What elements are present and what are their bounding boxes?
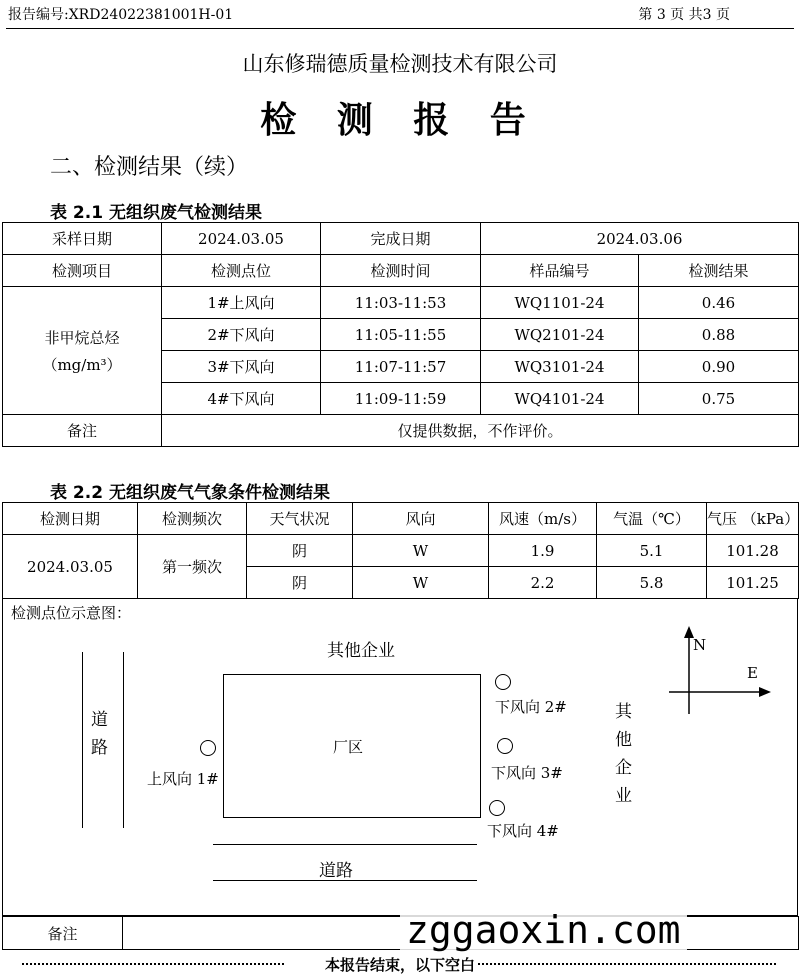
time-cell: 11:05-11:55 xyxy=(321,319,481,351)
left-road-line xyxy=(82,652,83,828)
pressure-cell: 101.28 xyxy=(707,535,799,567)
north-label: N xyxy=(693,636,707,654)
page-number: 第 3 页 共3 页 xyxy=(638,7,730,23)
diagram-label: 检测点位示意图： xyxy=(11,604,132,622)
point-cell: 2#下风向 xyxy=(162,319,321,351)
left-road-label: 道路 xyxy=(91,710,108,758)
complete-date-label: 完成日期 xyxy=(321,223,481,255)
table1-header: 检测结果 xyxy=(639,255,799,287)
table2 xyxy=(2,502,799,599)
table2-header: 风速（m/s） xyxy=(489,503,597,535)
temp-cell: 5.1 xyxy=(597,535,707,567)
remark2-label: 备注 xyxy=(3,917,123,950)
table1 xyxy=(2,222,799,447)
section-title: 二、检测结果（续） xyxy=(50,155,249,180)
point-cell: 3#下风向 xyxy=(162,351,321,383)
table2-header: 气压 （kPa） xyxy=(707,503,799,535)
wind-dir-cell: W xyxy=(353,567,489,599)
point-1-marker xyxy=(200,740,216,756)
report-number: 报告编号:XRD24022381001H-01 xyxy=(8,7,234,23)
result-cell: 0.88 xyxy=(639,319,799,351)
wind-speed-cell: 1.9 xyxy=(489,535,597,567)
temp-cell: 5.8 xyxy=(597,567,707,599)
point-cell: 4#下风向 xyxy=(162,383,321,415)
bottom-road-line xyxy=(213,844,477,845)
point-4-label: 下风向 4# xyxy=(487,822,559,840)
table-row xyxy=(3,287,799,319)
table2-header: 气温（℃） xyxy=(597,503,707,535)
item-name: 非甲烷总烃 xyxy=(44,328,120,347)
time-cell: 11:03-11:53 xyxy=(321,287,481,319)
table2-caption: 表 2.2 无组织废气气象条件检测结果 xyxy=(50,483,330,503)
table1-header: 检测点位 xyxy=(162,255,321,287)
time-cell: 11:07-11:57 xyxy=(321,351,481,383)
table-row xyxy=(3,535,799,567)
east-label: E xyxy=(747,664,758,682)
result-cell: 0.46 xyxy=(639,287,799,319)
sample-date-label: 采样日期 xyxy=(3,223,162,255)
table1-header: 样品编号 xyxy=(481,255,639,287)
remark-label: 备注 xyxy=(3,415,162,447)
watermark: zggaoxin.com xyxy=(400,908,687,952)
factory-label: 厂区 xyxy=(333,738,364,756)
point-4-marker xyxy=(489,800,505,816)
weather-cell: 阴 xyxy=(247,567,353,599)
header-divider xyxy=(6,28,794,29)
point-2-marker xyxy=(495,674,511,690)
weather-freq: 第一频次 xyxy=(138,535,247,599)
result-cell: 0.90 xyxy=(639,351,799,383)
point-1-label: 上风向 1# xyxy=(147,770,219,788)
sample-cell: WQ4101-24 xyxy=(481,383,639,415)
wind-speed-cell: 2.2 xyxy=(489,567,597,599)
table2-header: 检测频次 xyxy=(138,503,247,535)
sample-cell: WQ2101-24 xyxy=(481,319,639,351)
point-2-label: 下风向 2# xyxy=(495,698,567,716)
table1-caption: 表 2.1 无组织废气检测结果 xyxy=(50,203,262,223)
table2-header: 天气状况 xyxy=(247,503,353,535)
complete-date: 2024.03.06 xyxy=(481,223,799,255)
remark-text: 仅提供数据，不作评价。 xyxy=(162,415,799,447)
table2-header: 风向 xyxy=(353,503,489,535)
table1-header: 检测时间 xyxy=(321,255,481,287)
weather-cell: 阴 xyxy=(247,535,353,567)
table1-header: 检测项目 xyxy=(3,255,162,287)
pressure-cell: 101.25 xyxy=(707,567,799,599)
sample-cell: WQ1101-24 xyxy=(481,287,639,319)
report-title: 检 测 报 告 xyxy=(260,99,540,141)
item-unit: （mg/m³） xyxy=(42,355,122,374)
end-text: 本报告结束，以下空白 xyxy=(324,956,475,974)
table2-header: 检测日期 xyxy=(3,503,138,535)
point-3-marker xyxy=(497,738,513,754)
time-cell: 11:09-11:59 xyxy=(321,383,481,415)
sample-date: 2024.03.05 xyxy=(162,223,321,255)
item-cell xyxy=(3,287,162,415)
site-diagram xyxy=(2,598,798,916)
bottom-road-label: 道路 xyxy=(319,861,353,881)
point-3-label: 下风向 3# xyxy=(491,764,563,782)
sample-cell: WQ3101-24 xyxy=(481,351,639,383)
right-company-label: 其他企业 xyxy=(615,702,632,806)
company-name: 山东修瑞德质量检测技术有限公司 xyxy=(242,52,558,76)
wind-dir-cell: W xyxy=(353,535,489,567)
top-company-label: 其他企业 xyxy=(327,641,395,661)
result-cell: 0.75 xyxy=(639,383,799,415)
point-cell: 1#上风向 xyxy=(162,287,321,319)
weather-date: 2024.03.05 xyxy=(3,535,138,599)
left-road-line xyxy=(123,652,124,828)
